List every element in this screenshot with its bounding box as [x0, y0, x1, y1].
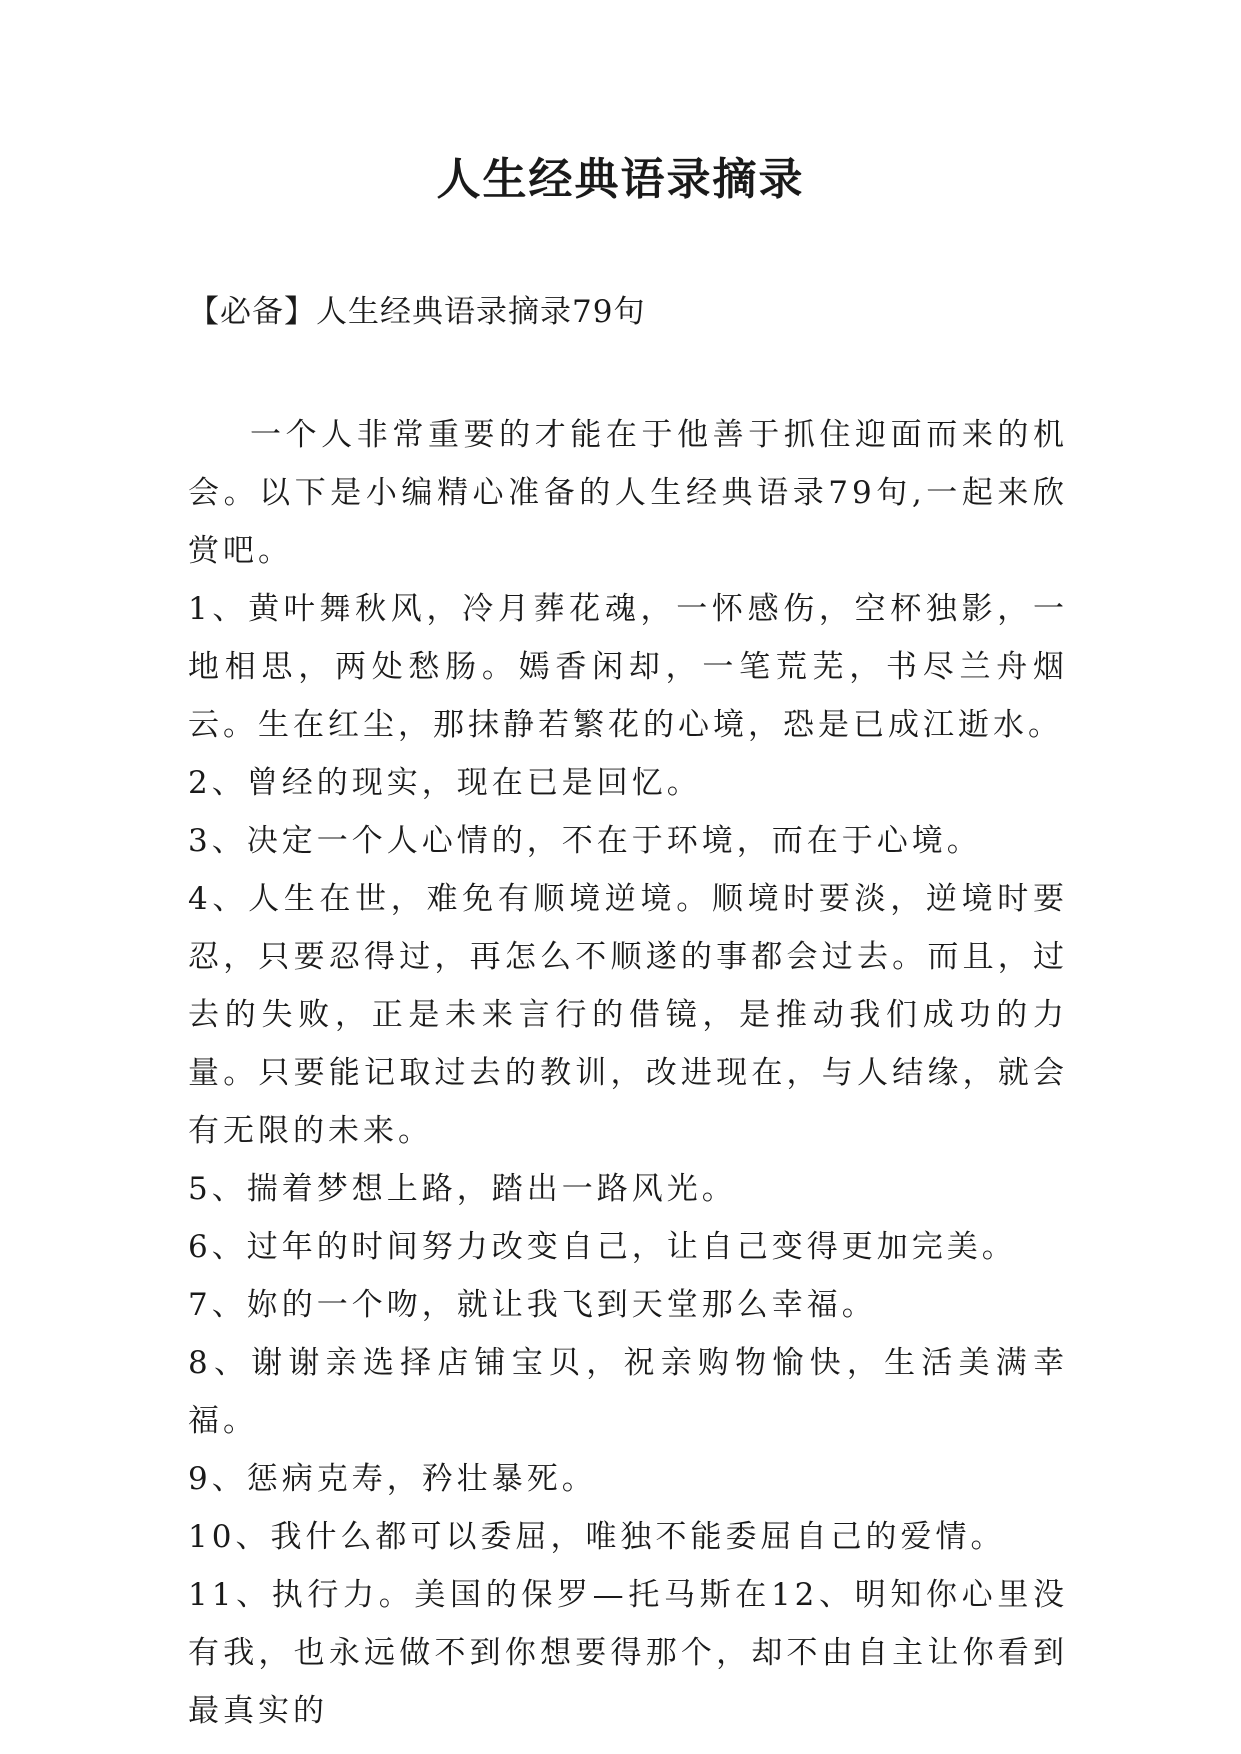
quote-item-10: 10、我什么都可以委屈，唯独不能委屈自己的爱情。 — [188, 1519, 1006, 1555]
document-title: 人生经典语录摘录 — [436, 154, 805, 205]
intro-paragraph: 一个人非常重要的才能在于他善于抓住迎面而来的机会。以下是小编精心准备的人生经典语录79句,一起来欣赏吧。 — [188, 417, 1068, 569]
quote-item-6: 6、过年的时间努力改变自己，让自己变得更加完美。 — [188, 1229, 1017, 1265]
quote-item-4: 4、人生在世，难免有顺境逆境。顺境时要淡，逆境时要忍，只要忍得过，再怎么不顺遂的事都会过去。而且，过去的失败，正是未来言行的借镜，是推动我们成功的力量。只要能记取过去的教训，改进现在，与人结缘，就会有无限的未来。 — [188, 881, 1068, 1149]
quote-item-2: 2、曾经的现实，现在已是回忆。 — [188, 765, 702, 801]
document-body — [188, 406, 1068, 1740]
quote-item-11: 11、执行力。美国的保罗—托马斯在12、明知你心里没有我，也永远做不到你想要得那个，却不由自主让你看到最真实的 — [188, 1577, 1068, 1729]
quote-item-8: 8、谢谢亲选择店铺宝贝，祝亲购物愉快，生活美满幸福。 — [188, 1345, 1068, 1439]
document-subtitle: 【必备】人生经典语录摘录79句 — [188, 294, 646, 330]
quote-item-9: 9、惩病克寿，矜壮暴死。 — [188, 1461, 597, 1497]
quote-item-7: 7、妳的一个吻，就让我飞到天堂那么幸福。 — [188, 1287, 877, 1323]
quote-item-3: 3、决定一个人心情的，不在于环境，而在于心境。 — [188, 823, 982, 859]
quote-item-1: 1、黄叶舞秋风，冷月葬花魂，一怀感伤，空杯独影，一地相思，两处愁肠。嫣香闲却，一笔荒芜，书尽兰舟烟云。生在红尘，那抹静若繁花的心境，恐是已成江逝水。 — [188, 591, 1068, 743]
quote-item-5: 5、揣着梦想上路，踏出一路风光。 — [188, 1171, 737, 1207]
